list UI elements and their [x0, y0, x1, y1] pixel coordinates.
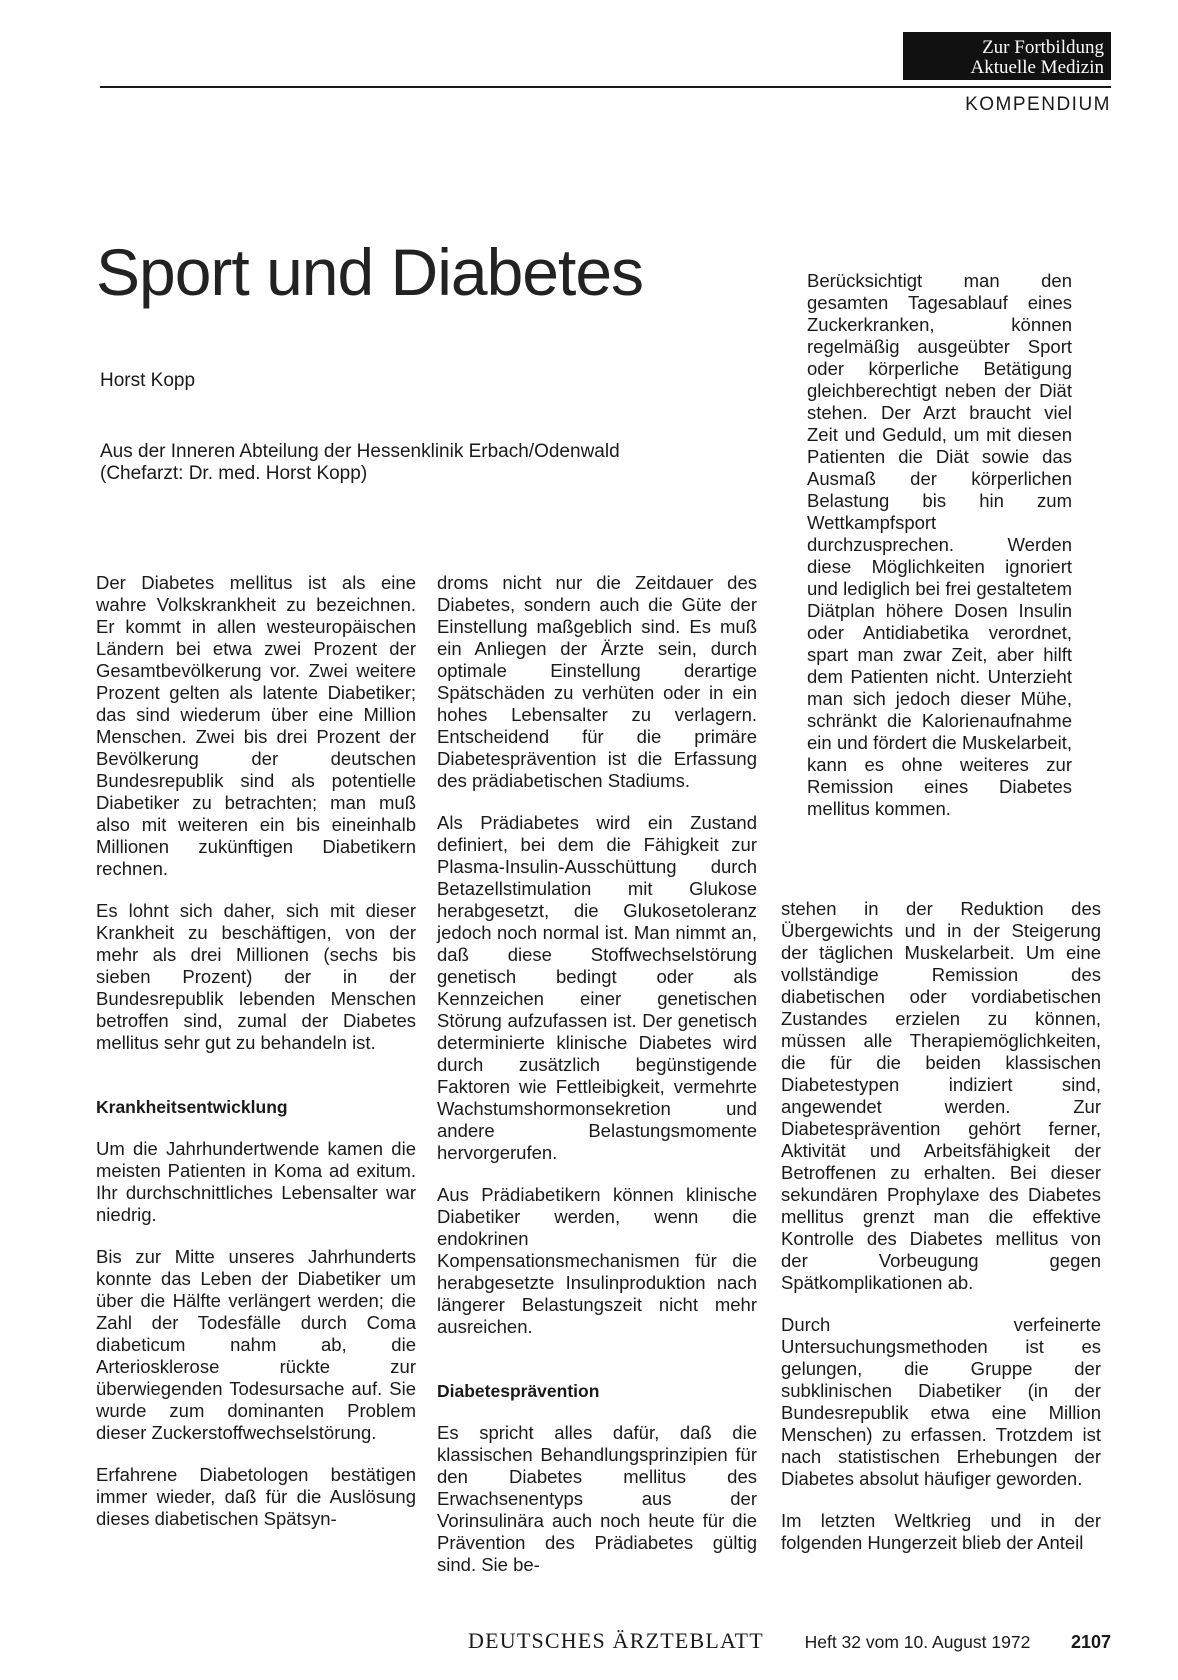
- paragraph: Es lohnt sich daher, sich mit dieser Krankheit zu beschäftigen, von der mehr als drei Millionen (sechs bis sieben Prozent) der in der Bundesrepublik lebenden Menschen betroffen sind, zumal der Diabetes mellitus sehr gut zu behandeln ist.: [96, 900, 416, 1053]
- paragraph: Berücksichtigt man den gesamten Tagesablauf eines Zuckerkranken, können regelmäßig ausgeübter Sport oder körperliche Betätigung gleichberechtigt neben der Diät stehen. Der Arzt braucht viel Zeit und Geduld, um mit diesen Patienten die Diät sowie das Ausmaß der körperlichen Belastung bis hin zum Wettkampfsport durchzusprechen. Werden diese Möglichkeiten ignoriert und lediglich bei frei gestaltetem Diätplan höhere Dosen Insulin oder Antidiabetika verordnet, spart man zwar Zeit, aber hilft dem Patienten nicht. Unterzieht man sich jedoch dieser Mühe, schränkt die Kalorienaufnahme ein und fördert die Muskelarbeit, kann es ohne weiteres zur Remission eines Diabetes mellitus kommen.: [807, 270, 1072, 819]
- header-rule: [100, 86, 1111, 88]
- affiliation-line1: Aus der Inneren Abteilung der Hessenklinik Erbach/Odenwald: [100, 441, 620, 462]
- text-column-3-top: [807, 270, 1072, 840]
- category-tag-line2: Aktuelle Medizin: [970, 57, 1104, 78]
- issue-info: Heft 32 vom 10. August 1972: [804, 1632, 1031, 1652]
- paragraph: Erfahrene Diabetologen bestätigen immer wieder, daß für die Auslösung dieses diabetischen Spätsyn-: [96, 1464, 416, 1529]
- paragraph: droms nicht nur die Zeitdauer des Diabetes, sondern auch die Güte der Einstellung maßgeblich sind. Es muß ein Anliegen der Ärzte sein, durch optimale Einstellung derartige Spätschäden zu verhüten oder in ein hohes Lebensalter zu verlagern. Entscheidend für die primäre Diabetesprävention ist die Erfassung des prädiabetischen Stadiums.: [437, 572, 757, 791]
- paragraph: Im letzten Weltkrieg und in der folgenden Hungerzeit blieb der Anteil: [781, 1510, 1101, 1553]
- paragraph: Es spricht alles dafür, daß die klassischen Behandlungsprinzipien für den Diabetes mellitus des Erwachsenentyps aus der Vorinsulinära auch noch heute für die Prävention des Prädiabetes gültig sind. Sie be-: [437, 1422, 757, 1575]
- article-title: Sport und Diabetes: [96, 235, 644, 309]
- text-column-3-bottom: [781, 898, 1101, 1574]
- text-column-2: [437, 572, 757, 1596]
- page-footer: [468, 1628, 1111, 1654]
- paragraph: Aus Prädiabetikern können klinische Diabetiker werden, wenn die endokrinen Kompensationsmechanismen für die herabgesetzte Insulinproduktion nach längerer Belastungszeit nicht mehr ausreichen.: [437, 1184, 757, 1337]
- journal-name: DEUTSCHES ÄRZTEBLATT: [468, 1628, 764, 1653]
- paragraph: Der Diabetes mellitus ist als eine wahre Volkskrankheit zu bezeichnen. Er kommt in allen westeuropäischen Ländern bei etwa zwei Prozent der Gesamtbevölkerung vor. Zwei weitere Prozent gelten als latente Diabetiker; das sind wiederum über eine Million Menschen. Zwei bis drei Prozent der Bevölkerung der deutschen Bundesrepublik sind als potentielle Diabetiker zu betrachten; man muß also mit weiteren ein bis eineinhalb Millionen zukünftigen Diabetikern rechnen.: [96, 572, 416, 879]
- section-heading: Krankheitsentwicklung: [96, 1097, 288, 1117]
- paragraph: stehen in der Reduktion des Übergewichts und in der Steigerung der täglichen Muskelarbeit. Um eine vollständige Remission des diabetischen oder vordiabetischen Zustandes erzielen zu können, müssen alle Therapiemöglichkeiten, die für die beiden klassischen Diabetestypen indiziert sind, angewendet werden. Zur Diabetesprävention gehört ferner, Aktivität und Arbeitsfähigkeit der Betroffenen zu erhalten. Bei dieser sekundären Prophylaxe des Diabetes mellitus grenzt man die effektive Kontrolle des Diabetes mellitus von der Vorbeugung gegen Spätkomplikationen ab.: [781, 898, 1101, 1293]
- article-author: Horst Kopp: [100, 370, 196, 391]
- section-heading: Diabetesprävention: [437, 1381, 600, 1401]
- section-label: KOMPENDIUM: [965, 94, 1111, 115]
- page-number: 2107: [1070, 1632, 1111, 1652]
- paragraph: Durch verfeinerte Untersuchungsmethoden ist es gelungen, die Gruppe der subklinischen Diabetiker (in der Bundesrepublik etwa eine Million Menschen) zu erfassen. Trotzdem ist nach statistischen Erhebungen der Diabetes absolut häufiger geworden.: [781, 1314, 1101, 1489]
- category-tag: [903, 32, 1111, 80]
- text-column-1: [96, 572, 416, 1550]
- author-affiliation: [100, 441, 720, 485]
- paragraph: Bis zur Mitte unseres Jahrhunderts konnte das Leben der Diabetiker um über die Hälfte verlängert werden; die Zahl der Todesfälle durch Coma diabeticum nahm ab, die Arteriosklerose rückte zur überwiegenden Todesursache auf. Sie wurde zum dominanten Problem dieser Zuckerstoffwechselstörung.: [96, 1246, 416, 1443]
- category-tag-line1: Zur Fortbildung: [982, 37, 1104, 58]
- affiliation-line2: (Chefarzt: Dr. med. Horst Kopp): [100, 463, 368, 484]
- paragraph: Um die Jahrhundertwende kamen die meisten Patienten in Koma ad exitum. Ihr durchschnittliches Lebensalter war niedrig.: [96, 1138, 416, 1225]
- paragraph: Als Prädiabetes wird ein Zustand definiert, bei dem die Fähigkeit zur Plasma-Insulin-Ausschüttung durch Betazellstimulation mit Glukose herabgesetzt, die Glukosetoleranz jedoch noch normal ist. Man nimmt an, daß diese Stoffwechselstörung genetisch bedingt oder als Kennzeichen einer genetischen Störung aufzufassen ist. Der genetisch determinierte klinische Diabetes wird durch zusätzlich begünstigende Faktoren wie Fettleibigkeit, vermehrte Wachstumshormonsekretion und andere Belastungsmomente hervorgerufen.: [437, 812, 757, 1163]
